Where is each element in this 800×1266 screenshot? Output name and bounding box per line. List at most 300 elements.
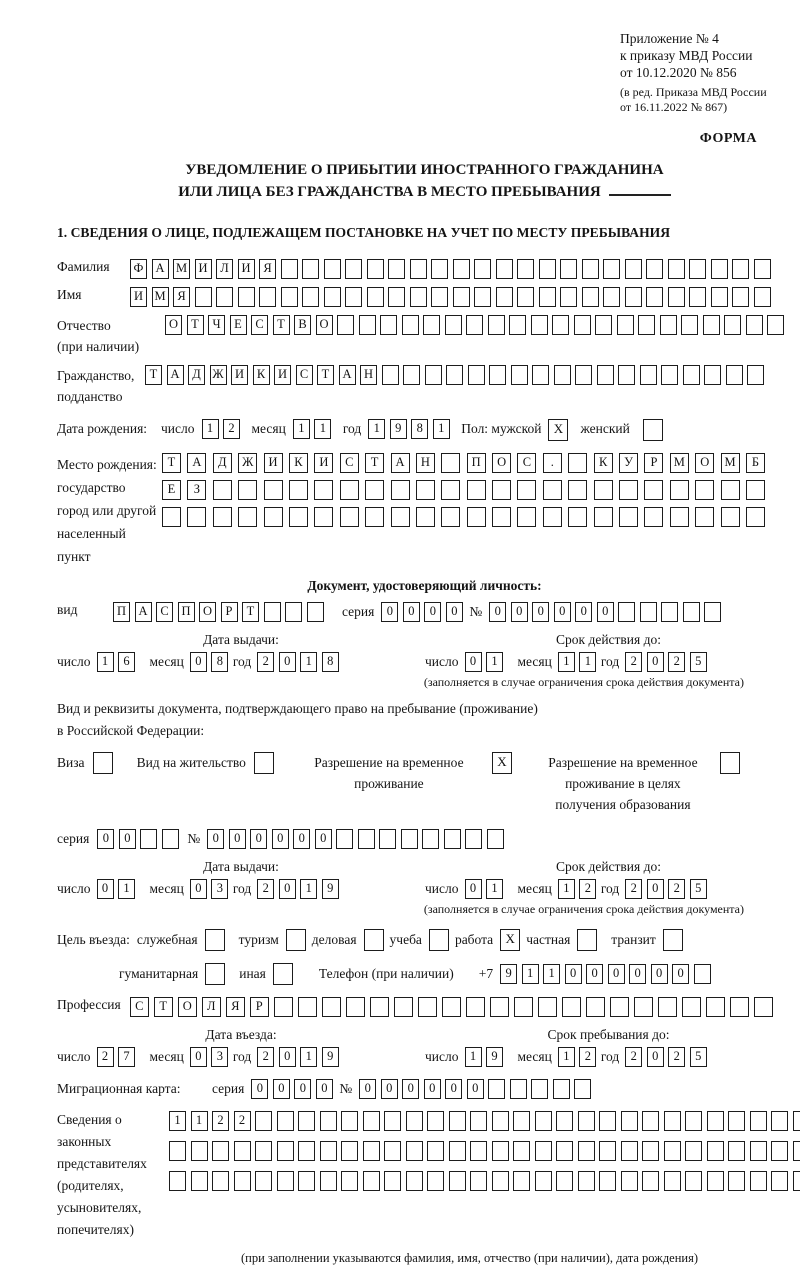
char-cell[interactable]: С (130, 997, 149, 1017)
char-cell[interactable]: 0 (672, 964, 689, 984)
char-cell[interactable] (695, 507, 714, 527)
char-cell[interactable] (556, 1111, 573, 1131)
char-cell[interactable] (568, 480, 587, 500)
char-cell[interactable] (640, 365, 657, 385)
char-cell[interactable] (603, 259, 620, 279)
char-cell[interactable] (594, 480, 613, 500)
char-cell[interactable] (492, 507, 511, 527)
char-cell[interactable]: И (264, 453, 283, 473)
char-cell[interactable] (618, 602, 635, 622)
char-cell[interactable] (578, 1111, 595, 1131)
char-cell[interactable]: 1 (465, 1047, 482, 1067)
char-cell[interactable] (254, 752, 274, 774)
char-cell[interactable] (216, 287, 233, 307)
char-cell[interactable] (689, 259, 706, 279)
char-cell[interactable]: И (314, 453, 333, 473)
char-cell[interactable] (401, 829, 418, 849)
char-cell[interactable] (425, 365, 442, 385)
char-cell[interactable]: К (253, 365, 270, 385)
char-cell[interactable]: В (294, 315, 311, 335)
char-cell[interactable]: 0 (294, 1079, 311, 1099)
char-cell[interactable] (754, 259, 771, 279)
char-cell[interactable] (568, 507, 587, 527)
char-cell[interactable] (535, 1141, 552, 1161)
char-cell[interactable] (255, 1111, 272, 1131)
char-cell[interactable] (191, 1141, 208, 1161)
char-cell[interactable] (307, 602, 324, 622)
char-cell[interactable] (660, 315, 677, 335)
char-cell[interactable] (379, 829, 396, 849)
char-cell[interactable] (324, 259, 341, 279)
char-cell[interactable] (619, 480, 638, 500)
char-cell[interactable]: 1 (314, 419, 331, 439)
char-cell[interactable]: 0 (465, 652, 482, 672)
char-cell[interactable]: Н (360, 365, 377, 385)
char-cell[interactable] (449, 1111, 466, 1131)
char-cell[interactable] (370, 997, 389, 1017)
char-cell[interactable]: Ч (208, 315, 225, 335)
char-cell[interactable]: 8 (411, 419, 428, 439)
char-cell[interactable] (286, 929, 306, 951)
char-cell[interactable] (446, 365, 463, 385)
char-cell[interactable] (746, 507, 765, 527)
char-cell[interactable] (391, 507, 410, 527)
char-cell[interactable]: X (548, 419, 568, 441)
char-cell[interactable]: О (492, 453, 511, 473)
char-cell[interactable] (562, 997, 581, 1017)
char-cell[interactable]: 1 (433, 419, 450, 439)
char-cell[interactable]: 5 (690, 879, 707, 899)
char-cell[interactable]: Д (213, 453, 232, 473)
char-cell[interactable]: 0 (381, 602, 398, 622)
char-cell[interactable]: 2 (234, 1111, 251, 1131)
char-cell[interactable] (384, 1141, 401, 1161)
char-cell[interactable] (539, 259, 556, 279)
char-cell[interactable] (298, 1111, 315, 1131)
char-cell[interactable] (340, 480, 359, 500)
char-cell[interactable]: С (340, 453, 359, 473)
char-cell[interactable] (422, 829, 439, 849)
char-cell[interactable] (281, 287, 298, 307)
char-cell[interactable] (281, 259, 298, 279)
char-cell[interactable] (449, 1171, 466, 1191)
char-cell[interactable] (418, 997, 437, 1017)
char-cell[interactable] (535, 1171, 552, 1191)
char-cell[interactable] (423, 315, 440, 335)
char-cell[interactable] (599, 1111, 616, 1131)
char-cell[interactable] (363, 1171, 380, 1191)
char-cell[interactable] (640, 602, 657, 622)
char-cell[interactable]: 1 (300, 879, 317, 899)
char-cell[interactable] (274, 997, 293, 1017)
char-cell[interactable]: 1 (97, 652, 114, 672)
char-cell[interactable]: 0 (424, 1079, 441, 1099)
char-cell[interactable]: О (199, 602, 216, 622)
char-cell[interactable]: 1 (558, 879, 575, 899)
char-cell[interactable]: 1 (293, 419, 310, 439)
char-cell[interactable]: О (695, 453, 714, 473)
char-cell[interactable]: Т (273, 315, 290, 335)
char-cell[interactable]: 0 (467, 1079, 484, 1099)
char-cell[interactable] (429, 929, 449, 951)
char-cell[interactable] (496, 259, 513, 279)
char-cell[interactable]: Т (154, 997, 173, 1017)
char-cell[interactable] (750, 1171, 767, 1191)
char-cell[interactable] (427, 1171, 444, 1191)
char-cell[interactable] (532, 365, 549, 385)
char-cell[interactable] (531, 1079, 548, 1099)
char-cell[interactable] (314, 507, 333, 527)
char-cell[interactable] (468, 365, 485, 385)
char-cell[interactable] (578, 1141, 595, 1161)
char-cell[interactable] (382, 365, 399, 385)
char-cell[interactable] (577, 929, 597, 951)
char-cell[interactable] (298, 997, 317, 1017)
char-cell[interactable] (470, 1111, 487, 1131)
char-cell[interactable] (474, 259, 491, 279)
char-cell[interactable]: 8 (211, 652, 228, 672)
char-cell[interactable] (234, 1171, 251, 1191)
char-cell[interactable] (513, 1141, 530, 1161)
char-cell[interactable]: А (135, 602, 152, 622)
char-cell[interactable] (496, 287, 513, 307)
char-cell[interactable] (467, 507, 486, 527)
char-cell[interactable] (302, 259, 319, 279)
char-cell[interactable]: 0 (273, 1079, 290, 1099)
char-cell[interactable] (470, 1171, 487, 1191)
char-cell[interactable] (169, 1141, 186, 1161)
char-cell[interactable] (427, 1111, 444, 1131)
char-cell[interactable] (298, 1141, 315, 1161)
char-cell[interactable] (341, 1141, 358, 1161)
char-cell[interactable] (388, 287, 405, 307)
char-cell[interactable] (441, 453, 460, 473)
char-cell[interactable]: Т (187, 315, 204, 335)
char-cell[interactable] (255, 1141, 272, 1161)
char-cell[interactable] (642, 1141, 659, 1161)
char-cell[interactable] (560, 287, 577, 307)
char-cell[interactable] (358, 829, 375, 849)
char-cell[interactable] (212, 1171, 229, 1191)
char-cell[interactable] (169, 1171, 186, 1191)
char-cell[interactable] (187, 507, 206, 527)
char-cell[interactable]: 2 (668, 652, 685, 672)
char-cell[interactable] (238, 287, 255, 307)
char-cell[interactable] (754, 287, 771, 307)
char-cell[interactable]: 1 (543, 964, 560, 984)
char-cell[interactable]: 2 (625, 652, 642, 672)
char-cell[interactable] (707, 1141, 724, 1161)
char-cell[interactable]: 9 (322, 1047, 339, 1067)
char-cell[interactable] (535, 1111, 552, 1131)
char-cell[interactable] (732, 259, 749, 279)
char-cell[interactable] (365, 480, 384, 500)
char-cell[interactable] (668, 259, 685, 279)
char-cell[interactable]: 0 (532, 602, 549, 622)
char-cell[interactable]: 9 (390, 419, 407, 439)
char-cell[interactable] (441, 507, 460, 527)
char-cell[interactable] (726, 365, 743, 385)
char-cell[interactable]: М (670, 453, 689, 473)
char-cell[interactable] (410, 287, 427, 307)
char-cell[interactable] (289, 507, 308, 527)
char-cell[interactable] (621, 1111, 638, 1131)
char-cell[interactable] (517, 287, 534, 307)
char-cell[interactable] (285, 602, 302, 622)
char-cell[interactable] (431, 287, 448, 307)
char-cell[interactable] (747, 365, 764, 385)
char-cell[interactable]: 2 (257, 1047, 274, 1067)
char-cell[interactable] (685, 1141, 702, 1161)
char-cell[interactable] (724, 315, 741, 335)
char-cell[interactable] (642, 1171, 659, 1191)
char-cell[interactable] (510, 1079, 527, 1099)
char-cell[interactable] (511, 365, 528, 385)
char-cell[interactable]: 0 (229, 829, 246, 849)
char-cell[interactable] (341, 1111, 358, 1131)
char-cell[interactable] (212, 1141, 229, 1161)
char-cell[interactable] (595, 315, 612, 335)
char-cell[interactable]: 0 (445, 1079, 462, 1099)
char-cell[interactable] (195, 287, 212, 307)
char-cell[interactable]: П (178, 602, 195, 622)
char-cell[interactable] (264, 507, 283, 527)
char-cell[interactable] (771, 1111, 788, 1131)
char-cell[interactable]: Ж (238, 453, 257, 473)
char-cell[interactable] (467, 480, 486, 500)
char-cell[interactable] (597, 365, 614, 385)
char-cell[interactable] (685, 1171, 702, 1191)
char-cell[interactable] (552, 315, 569, 335)
char-cell[interactable] (707, 1111, 724, 1131)
char-cell[interactable] (359, 315, 376, 335)
char-cell[interactable]: З (187, 480, 206, 500)
char-cell[interactable] (391, 480, 410, 500)
char-cell[interactable] (341, 1171, 358, 1191)
char-cell[interactable]: 6 (118, 652, 135, 672)
char-cell[interactable] (444, 829, 461, 849)
char-cell[interactable]: Р (221, 602, 238, 622)
char-cell[interactable]: 0 (629, 964, 646, 984)
char-cell[interactable] (431, 259, 448, 279)
char-cell[interactable] (621, 1141, 638, 1161)
char-cell[interactable] (449, 1141, 466, 1161)
char-cell[interactable] (538, 997, 557, 1017)
char-cell[interactable] (618, 365, 635, 385)
char-cell[interactable] (509, 315, 526, 335)
char-cell[interactable]: 0 (190, 879, 207, 899)
char-cell[interactable] (238, 480, 257, 500)
char-cell[interactable]: 2 (625, 1047, 642, 1067)
char-cell[interactable]: С (517, 453, 536, 473)
char-cell[interactable] (410, 259, 427, 279)
char-cell[interactable] (492, 1111, 509, 1131)
char-cell[interactable] (517, 259, 534, 279)
char-cell[interactable] (162, 829, 179, 849)
char-cell[interactable] (625, 287, 642, 307)
char-cell[interactable]: 2 (579, 1047, 596, 1067)
char-cell[interactable] (754, 997, 773, 1017)
char-cell[interactable]: 1 (191, 1111, 208, 1131)
char-cell[interactable] (582, 259, 599, 279)
char-cell[interactable] (427, 1141, 444, 1161)
char-cell[interactable] (442, 997, 461, 1017)
char-cell[interactable] (646, 259, 663, 279)
char-cell[interactable] (721, 507, 740, 527)
char-cell[interactable]: П (467, 453, 486, 473)
char-cell[interactable] (489, 365, 506, 385)
char-cell[interactable]: 0 (316, 1079, 333, 1099)
char-cell[interactable] (322, 997, 341, 1017)
char-cell[interactable] (492, 1171, 509, 1191)
char-cell[interactable] (574, 1079, 591, 1099)
char-cell[interactable]: О (165, 315, 182, 335)
char-cell[interactable] (470, 1141, 487, 1161)
char-cell[interactable] (568, 453, 587, 473)
char-cell[interactable]: 0 (279, 879, 296, 899)
char-cell[interactable] (264, 602, 281, 622)
char-cell[interactable] (394, 997, 413, 1017)
char-cell[interactable] (363, 1141, 380, 1161)
char-cell[interactable] (771, 1171, 788, 1191)
char-cell[interactable] (695, 480, 714, 500)
char-cell[interactable] (625, 259, 642, 279)
char-cell[interactable] (517, 507, 536, 527)
char-cell[interactable] (599, 1171, 616, 1191)
char-cell[interactable] (670, 507, 689, 527)
char-cell[interactable] (205, 963, 225, 985)
char-cell[interactable]: 5 (690, 652, 707, 672)
char-cell[interactable] (556, 1171, 573, 1191)
char-cell[interactable] (750, 1141, 767, 1161)
char-cell[interactable] (513, 1111, 530, 1131)
char-cell[interactable]: 2 (212, 1111, 229, 1131)
char-cell[interactable] (238, 507, 257, 527)
char-cell[interactable]: 1 (202, 419, 219, 439)
char-cell[interactable] (683, 602, 700, 622)
char-cell[interactable]: М (721, 453, 740, 473)
char-cell[interactable] (453, 259, 470, 279)
char-cell[interactable]: П (113, 602, 130, 622)
char-cell[interactable] (575, 365, 592, 385)
char-cell[interactable] (767, 315, 784, 335)
char-cell[interactable] (345, 287, 362, 307)
char-cell[interactable]: С (156, 602, 173, 622)
char-cell[interactable] (543, 507, 562, 527)
char-cell[interactable]: Е (162, 480, 181, 500)
char-cell[interactable]: 0 (359, 1079, 376, 1099)
char-cell[interactable] (704, 602, 721, 622)
char-cell[interactable]: 9 (500, 964, 517, 984)
char-cell[interactable] (340, 507, 359, 527)
char-cell[interactable] (402, 315, 419, 335)
char-cell[interactable]: 0 (565, 964, 582, 984)
char-cell[interactable] (658, 997, 677, 1017)
char-cell[interactable] (384, 1111, 401, 1131)
char-cell[interactable]: А (167, 365, 184, 385)
char-cell[interactable]: 0 (511, 602, 528, 622)
char-cell[interactable] (336, 829, 353, 849)
char-cell[interactable]: Я (173, 287, 190, 307)
char-cell[interactable]: Я (226, 997, 245, 1017)
char-cell[interactable] (730, 997, 749, 1017)
char-cell[interactable] (259, 287, 276, 307)
char-cell[interactable] (364, 929, 384, 951)
char-cell[interactable]: 0 (272, 829, 289, 849)
char-cell[interactable]: А (187, 453, 206, 473)
char-cell[interactable]: 0 (119, 829, 136, 849)
char-cell[interactable] (337, 315, 354, 335)
char-cell[interactable]: 0 (207, 829, 224, 849)
char-cell[interactable]: 0 (586, 964, 603, 984)
char-cell[interactable]: 0 (403, 602, 420, 622)
char-cell[interactable]: О (316, 315, 333, 335)
char-cell[interactable] (711, 287, 728, 307)
char-cell[interactable] (728, 1111, 745, 1131)
char-cell[interactable]: 0 (647, 879, 664, 899)
char-cell[interactable] (643, 419, 663, 441)
char-cell[interactable] (560, 259, 577, 279)
char-cell[interactable] (191, 1171, 208, 1191)
char-cell[interactable]: У (619, 453, 638, 473)
char-cell[interactable]: И (130, 287, 147, 307)
char-cell[interactable] (664, 1141, 681, 1161)
char-cell[interactable]: 1 (169, 1111, 186, 1131)
char-cell[interactable]: 1 (522, 964, 539, 984)
char-cell[interactable] (704, 365, 721, 385)
char-cell[interactable]: Д (188, 365, 205, 385)
char-cell[interactable] (619, 507, 638, 527)
char-cell[interactable] (365, 507, 384, 527)
char-cell[interactable] (539, 287, 556, 307)
char-cell[interactable] (670, 480, 689, 500)
char-cell[interactable]: 2 (579, 879, 596, 899)
char-cell[interactable] (363, 1111, 380, 1131)
char-cell[interactable] (685, 1111, 702, 1131)
char-cell[interactable] (683, 365, 700, 385)
char-cell[interactable] (213, 480, 232, 500)
char-cell[interactable] (603, 287, 620, 307)
char-cell[interactable] (732, 287, 749, 307)
char-cell[interactable]: А (152, 259, 169, 279)
char-cell[interactable] (320, 1171, 337, 1191)
char-cell[interactable] (465, 829, 482, 849)
char-cell[interactable] (746, 480, 765, 500)
char-cell[interactable]: 1 (558, 652, 575, 672)
char-cell[interactable]: С (251, 315, 268, 335)
char-cell[interactable] (646, 287, 663, 307)
char-cell[interactable] (403, 365, 420, 385)
char-cell[interactable] (644, 507, 663, 527)
char-cell[interactable] (324, 287, 341, 307)
char-cell[interactable] (255, 1171, 272, 1191)
char-cell[interactable] (793, 1141, 800, 1161)
char-cell[interactable] (578, 1171, 595, 1191)
char-cell[interactable]: 0 (597, 602, 614, 622)
char-cell[interactable] (793, 1111, 800, 1131)
char-cell[interactable]: С (296, 365, 313, 385)
char-cell[interactable] (664, 1111, 681, 1131)
char-cell[interactable] (720, 752, 740, 774)
char-cell[interactable] (668, 287, 685, 307)
char-cell[interactable]: Н (416, 453, 435, 473)
char-cell[interactable]: М (152, 287, 169, 307)
char-cell[interactable]: Я (259, 259, 276, 279)
char-cell[interactable]: А (339, 365, 356, 385)
char-cell[interactable]: 0 (402, 1079, 419, 1099)
char-cell[interactable] (416, 507, 435, 527)
char-cell[interactable]: 2 (668, 879, 685, 899)
